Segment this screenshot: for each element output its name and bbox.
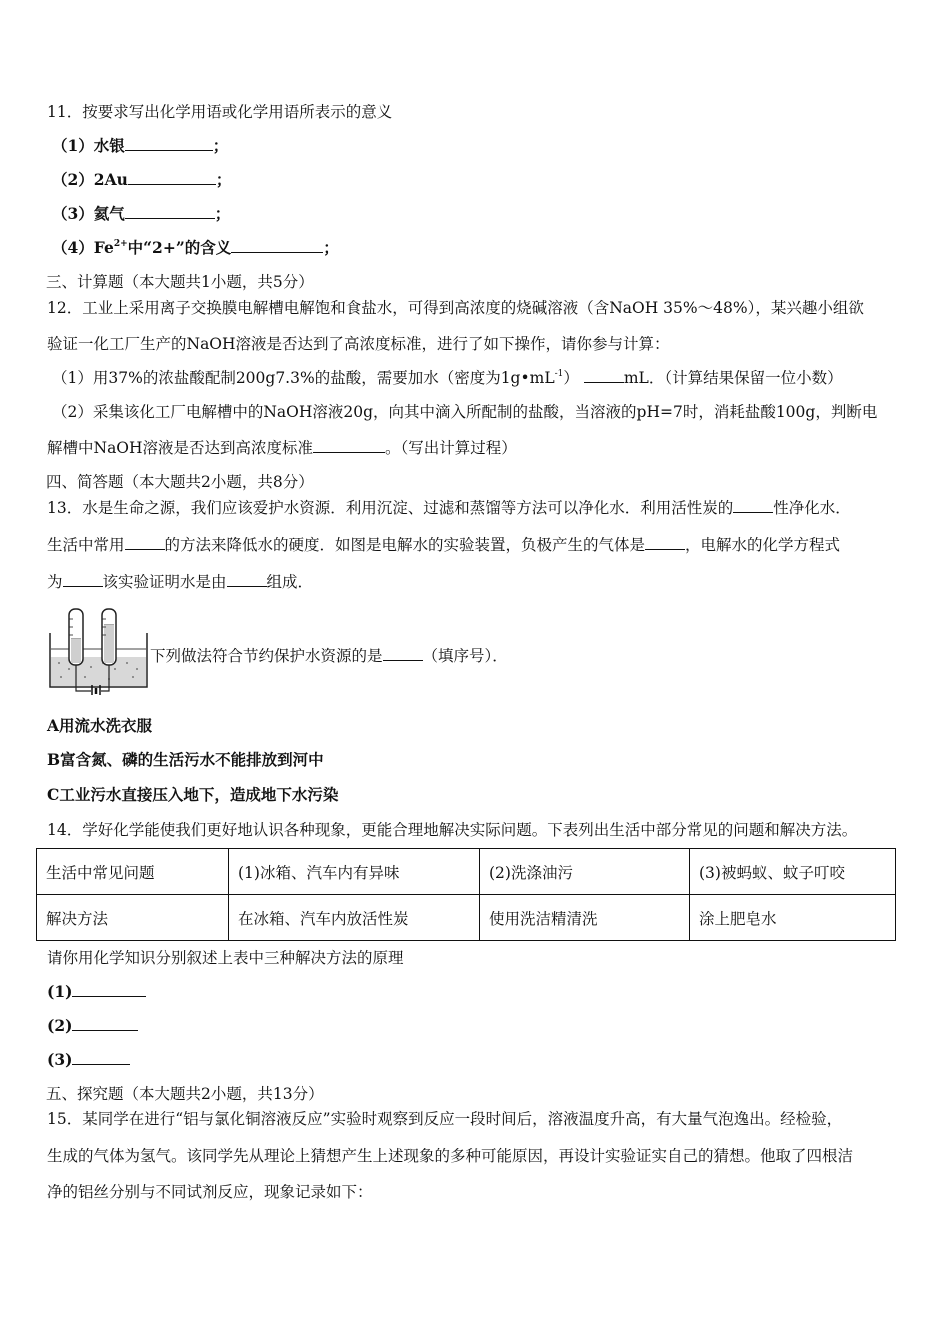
table-cell: (2)洗涤油污 (480, 849, 690, 895)
q12-line-1: 12．工业上采用离子交换膜电解槽电解饱和食盐水，可得到高浓度的烧碱溶液（含NaOH 35%～48%），某兴趣小组欲 (47, 299, 864, 317)
answer-blank[interactable] (125, 204, 215, 219)
q11-title: 11．按要求写出化学用语或化学用语所表示的意义 (47, 103, 393, 121)
section-4-heading: 四、简答题（本大题共2小题，共8分） (46, 473, 314, 491)
q11-item-4: $(4)Fe^{2+}$中“2+”的含义 ； (52, 238, 339, 257)
q14-answer-2: (2) (47, 1016, 138, 1036)
table-cell: 解决方法 (37, 895, 229, 941)
answer-blank[interactable] (227, 572, 267, 587)
answer-blank[interactable] (125, 136, 213, 151)
q11-item-2: （2）2Au ； (52, 170, 232, 189)
q14-intro: 14．学好化学能使我们更好地认识各种现象，更能合理地解决实际问题。下表列出生活中部分常见的问题和解决方法。 (47, 821, 858, 839)
q15-line-1: 15．某同学在进行“铝与氯化铜溶液反应”实验时观察到反应一段时间后，溶液温度升高，有大量气泡逸出。经检验， (47, 1110, 843, 1128)
table-cell: 涂上肥皂水 (690, 895, 896, 941)
q13-line-2: 生活中常用 的方法来降低水的硬度．如图是电解水的实验装置，负极产生的气体是 ，电解水的化学方程式 (47, 536, 841, 554)
problems-solutions-table (36, 848, 896, 941)
q13-line-1: 13．水是生命之源，我们应该爱护水资源．利用沉淀、过滤和蒸馏等方法可以净化水．利用活性炭的 性净化水． (47, 499, 851, 517)
q13-option-c: C工业污水直接压入地下，造成地下水污染 (47, 785, 339, 804)
q13-option-b: B富含氮、磷的生活污水不能排放到河中 (47, 750, 324, 769)
q12-line-3: （1）用37%的浓盐酸配制200g7.3%的盐酸，需要加水（密度为$1g•mL^{-1}$） mL．（计算结果保留一位小数） (52, 369, 843, 387)
q13-line-4: 下列做法符合节约保护水资源的是 （填序号）． (150, 647, 508, 665)
electrolysis-apparatus-figure (47, 605, 151, 695)
q11-item-3: （3）氦气 ； (52, 204, 231, 223)
q13-option-a: A用流水洗衣服 (47, 716, 153, 735)
answer-blank[interactable] (72, 1016, 138, 1031)
table-cell: 生活中常见问题 (37, 849, 229, 895)
q14-ask: 请你用化学知识分别叙述上表中三种解决方法的原理 (47, 949, 404, 967)
q15-line-2: 生成的气体为氢气。该同学先从理论上猜想产生上述现象的多种可能原因，再设计实验证实自己的猜想。他取了四根洁 (47, 1147, 854, 1165)
answer-blank[interactable] (63, 572, 103, 587)
q11-item-1: （1）水银 ； (52, 136, 229, 155)
section-5-heading: 五、探究题（本大题共2小题，共13分） (46, 1085, 324, 1103)
q15-line-3: 净的铝丝分别与不同试剂反应，现象记录如下： (47, 1183, 373, 1201)
table-cell: 在冰箱、汽车内放活性炭 (229, 895, 480, 941)
answer-blank[interactable] (383, 646, 423, 661)
answer-blank[interactable] (128, 170, 216, 185)
section-3-heading: 三、计算题（本大题共1小题，共5分） (46, 273, 314, 291)
table-row (37, 849, 896, 895)
table-cell: 使用洗洁精清洗 (480, 895, 690, 941)
answer-blank[interactable] (733, 498, 773, 513)
answer-blank[interactable] (645, 535, 685, 550)
q12-line-5: 解槽中NaOH溶液是否达到高浓度标准 。（写出计算过程） (47, 439, 517, 457)
q12-line-4: （2）采集该化工厂电解槽中的NaOH溶液20g，向其中滴入所配制的盐酸，当溶液的pH=7时，消耗盐酸100g，判断电 (52, 403, 878, 421)
q14-answer-1: (1) (47, 982, 146, 1002)
answer-blank[interactable] (72, 982, 146, 997)
q14-answer-3: (3) (47, 1050, 130, 1070)
answer-blank[interactable] (125, 535, 165, 550)
answer-blank[interactable] (313, 438, 385, 453)
q13-line-3: 为 该实验证明水是由 组成． (47, 573, 314, 591)
answer-blank[interactable] (72, 1050, 130, 1065)
q12-line-2: 验证一化工厂生产的NaOH溶液是否达到了高浓度标准，进行了如下操作，请你参与计算： (47, 335, 670, 353)
table-row (37, 895, 896, 941)
answer-blank[interactable] (231, 238, 323, 253)
table-cell: (3)被蚂蚁、蚊子叮咬 (690, 849, 896, 895)
answer-blank[interactable] (584, 368, 624, 383)
table-cell: (1)冰箱、汽车内有异味 (229, 849, 480, 895)
